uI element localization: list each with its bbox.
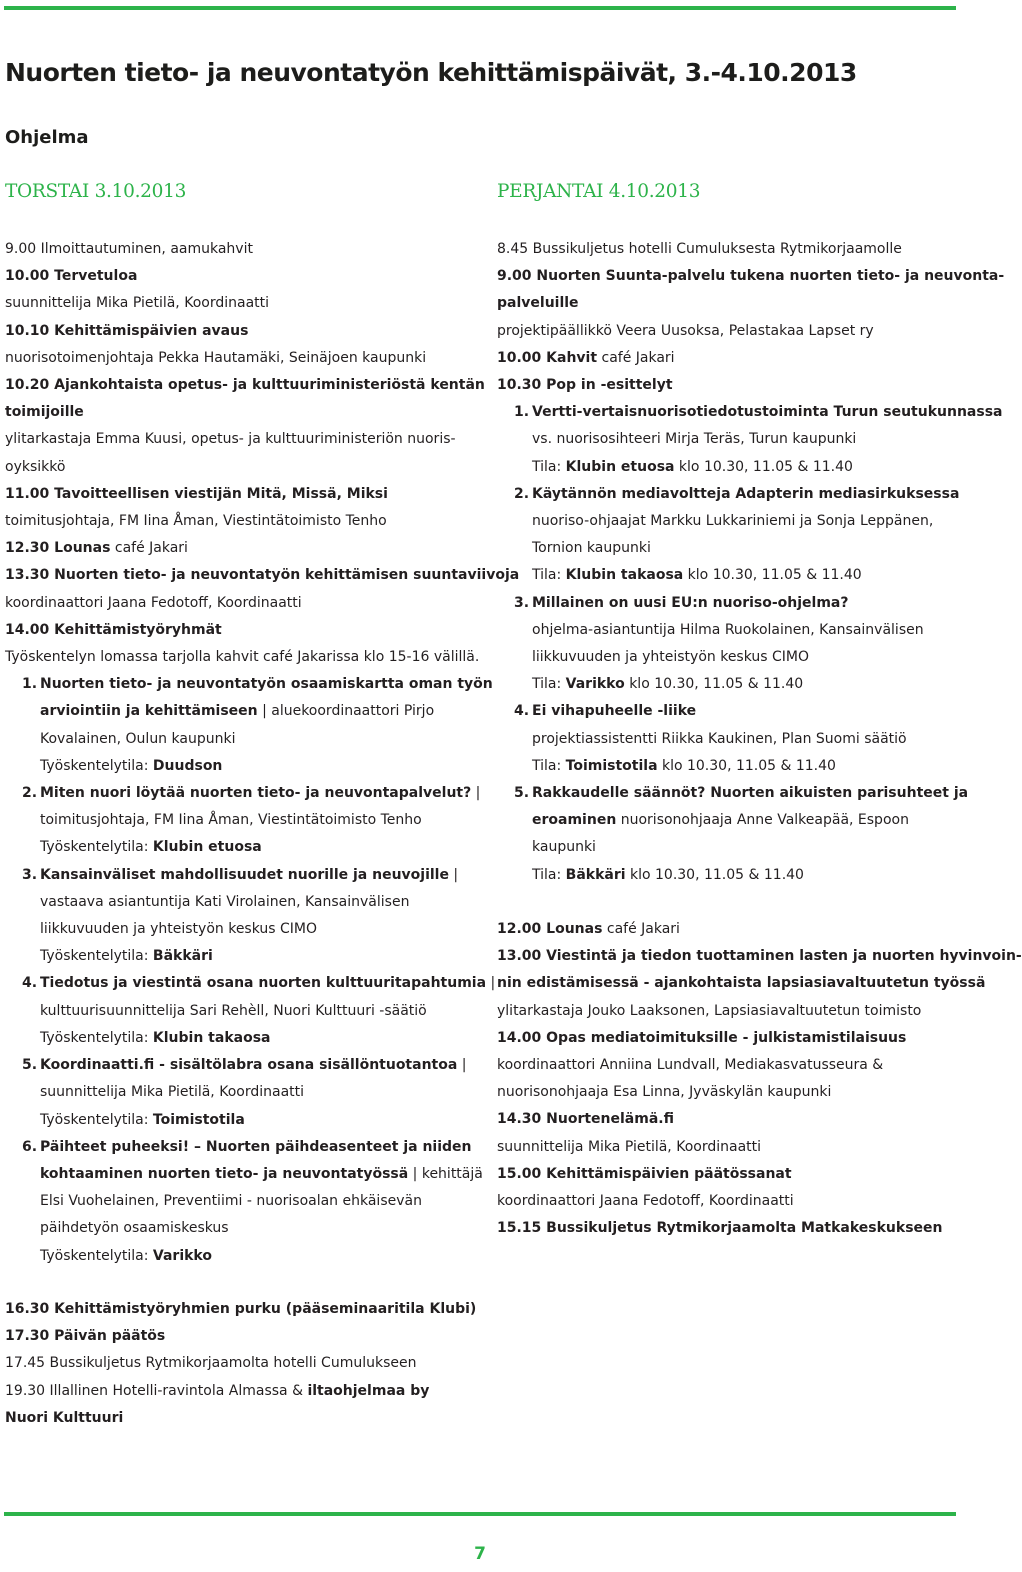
program-line xyxy=(497,1134,1022,1161)
program-line xyxy=(5,1350,476,1377)
item-line xyxy=(40,671,519,698)
text: suunnittelija Mika Pietilä, Koordinaatti xyxy=(40,1084,305,1101)
text: ohjelma-asiantuntija Hilma Ruokolainen, Kansainvälisen xyxy=(532,621,924,638)
text: café Jakari xyxy=(110,540,188,557)
program-line xyxy=(497,1106,1022,1133)
bold-text: eroaminen xyxy=(532,812,617,829)
item-number: 1. xyxy=(22,676,38,693)
text: koordinaattori Jaana Fedotoff, Koordinaatti xyxy=(497,1193,794,1210)
bold-text: Toimistotila xyxy=(565,757,658,774)
text: Tila: xyxy=(532,866,566,883)
bold-text: Kansainväliset mahdollisuudet nuorille ja neuvojille xyxy=(40,866,449,883)
text: koordinaattori Jaana Fedotoff, Koordinaatti xyxy=(5,594,302,611)
bold-text: Koordinaatti.fi - sisältölabra osana sisällöntuotantoa xyxy=(40,1057,458,1074)
bold-text: Klubin etuosa xyxy=(152,839,262,856)
bold-text: Klubin takaosa xyxy=(565,567,684,584)
list-item xyxy=(514,399,1004,481)
program-line xyxy=(497,236,1004,263)
bold-text: 14.30 Nuortenelämä.fi xyxy=(497,1111,674,1128)
text: päihdetyön osaamiskeskus xyxy=(40,1220,229,1237)
item-line xyxy=(40,1079,519,1106)
text: café Jakari xyxy=(602,921,680,937)
text: Työskentelytila: xyxy=(40,1029,153,1046)
bold-text: 10.30 Pop in -esittelyt xyxy=(497,377,673,394)
item-line xyxy=(40,916,519,943)
program-line xyxy=(5,345,519,372)
item-line xyxy=(532,562,1004,589)
text: toimitusjohtaja, FM Iina Åman, Viestintätoimisto Tenho xyxy=(40,812,422,829)
program-line xyxy=(497,916,1022,943)
bold-text: iltaohjelmaa by xyxy=(307,1382,430,1399)
bold-text: Bäkkäri xyxy=(565,866,626,883)
program-line xyxy=(5,263,519,290)
bold-text: toimijoille xyxy=(5,404,84,421)
item-line xyxy=(532,862,1004,889)
text: ylitarkastaja Jouko Laaksonen, Lapsiasiavaltuutetun toimisto xyxy=(497,1002,922,1019)
text: nuoriso-ohjaajat Markku Lukkariniemi ja Sonja Leppänen, xyxy=(532,513,934,530)
day1-program xyxy=(5,236,519,1270)
bold-text: 15.00 Kehittämispäivien päätössanat xyxy=(497,1165,792,1182)
item-line xyxy=(532,535,1004,562)
list-item xyxy=(22,1134,519,1270)
day2-morning xyxy=(497,236,1004,889)
bold-text: kohtaaminen nuorten tieto- ja neuvontatyössä xyxy=(40,1165,409,1182)
bold-text: 12.00 Lounas xyxy=(497,921,603,937)
bold-text: Varikko xyxy=(565,676,625,693)
bold-text: Millainen on uusi EU:n nuoriso-ohjelma? xyxy=(532,594,849,611)
bold-text: Duudson xyxy=(152,757,223,774)
program-line xyxy=(5,372,519,399)
list-item xyxy=(22,1052,519,1134)
item-line xyxy=(40,780,519,807)
item-line xyxy=(40,834,519,861)
text: | kehittäjä xyxy=(408,1165,483,1182)
program-line xyxy=(5,535,519,562)
day1-heading: TORSTAI 3.10.2013 xyxy=(5,181,187,202)
program-line xyxy=(5,236,519,263)
item-number: 3. xyxy=(514,594,530,611)
item-line xyxy=(532,807,1004,834)
program-line xyxy=(497,1215,1022,1242)
list-item xyxy=(22,970,519,1052)
program-line xyxy=(497,263,1004,290)
item-line xyxy=(40,970,519,997)
top-rule xyxy=(4,6,956,10)
bottom-rule xyxy=(4,1512,956,1516)
item-line xyxy=(40,1107,519,1134)
text: 9.00 Ilmoittautuminen, aamukahvit xyxy=(5,241,253,257)
bold-text: 10.00 Kahvit xyxy=(497,349,598,366)
program-line xyxy=(497,998,1022,1025)
bold-text: Ei vihapuheelle -liike xyxy=(532,703,697,720)
bold-text: Klubin etuosa xyxy=(565,458,675,475)
item-line xyxy=(532,426,1004,453)
list-item xyxy=(514,698,1004,780)
program-line xyxy=(497,290,1004,317)
bold-text: 15.15 Bussikuljetus Rytmikorjaamolta Matkakeskukseen xyxy=(497,1220,943,1237)
item-number: 6. xyxy=(22,1138,38,1155)
item-number: 2. xyxy=(514,485,530,502)
text: liikkuvuuden ja yhteistyön keskus CIMO xyxy=(40,921,318,938)
program-line xyxy=(5,1323,476,1350)
text: klo 10.30, 11.05 & 11.40 xyxy=(683,567,862,584)
list-item xyxy=(514,590,1004,699)
program-line xyxy=(497,1079,1022,1106)
text: kulttuurisuunnittelija Sari Rehèll, Nuori Kulttuuri -säätiö xyxy=(40,1002,427,1019)
text: ylitarkastaja Emma Kuusi, opetus- ja kulttuuriministeriön nuoris- xyxy=(5,431,456,448)
item-line xyxy=(532,671,1004,698)
bold-text: 12.30 Lounas xyxy=(5,540,111,557)
item-number: 5. xyxy=(22,1057,38,1074)
program-line xyxy=(497,970,1022,997)
text: | xyxy=(448,866,459,883)
program-line xyxy=(497,318,1004,345)
item-number: 2. xyxy=(22,785,38,802)
bold-text: Käytännön mediavoltteja Adapterin mediasirkuksessa xyxy=(532,485,960,502)
day2-afternoon xyxy=(497,916,1022,1242)
list-item xyxy=(514,481,1004,590)
program-line xyxy=(5,481,519,508)
text: Työskentelyn lomassa tarjolla kahvit café Jakarissa klo 15-16 välillä. xyxy=(5,649,480,666)
day1-workgroups xyxy=(5,671,519,1269)
page-title: Nuorten tieto- ja neuvontatyön kehittämispäivät, 3.-4.10.2013 xyxy=(5,58,857,87)
list-item xyxy=(22,862,519,971)
program-line xyxy=(5,426,519,453)
item-line xyxy=(40,889,519,916)
text: | xyxy=(471,785,481,802)
item-line xyxy=(532,726,1004,753)
program-line xyxy=(497,1025,1022,1052)
program-line xyxy=(497,943,1022,970)
text: suunnittelija Mika Pietilä, Koordinaatti xyxy=(5,295,270,312)
item-line xyxy=(40,998,519,1025)
day1-items xyxy=(5,236,519,671)
text: Työskentelytila: xyxy=(40,839,153,856)
item-number: 5. xyxy=(514,785,530,802)
bold-text: Bäkkäri xyxy=(152,948,213,965)
text: 19.30 Illallinen Hotelli-ravintola Almassa & xyxy=(5,1382,308,1399)
item-line xyxy=(532,590,1004,617)
list-item xyxy=(514,780,1004,889)
text: café Jakari xyxy=(597,349,675,366)
program-line xyxy=(497,1052,1022,1079)
bold-text: Toimistotila xyxy=(152,1111,245,1128)
item-line xyxy=(40,807,519,834)
text: 17.45 Bussikuljetus Rytmikorjaamolta hotelli Cumulukseen xyxy=(5,1355,417,1372)
bold-text: Vertti-vertaisnuorisotiedotustoiminta Turun seutukunnassa xyxy=(532,404,1003,421)
program-line xyxy=(5,644,519,671)
text: | xyxy=(457,1057,467,1074)
text: klo 10.30, 11.05 & 11.40 xyxy=(657,757,836,774)
text: klo 10.30, 11.05 & 11.40 xyxy=(674,458,853,475)
program-line xyxy=(5,562,519,589)
text: Tila: xyxy=(532,567,566,584)
page-subtitle: Ohjelma xyxy=(5,127,89,148)
bold-text: 14.00 Kehittämistyöryhmät xyxy=(5,621,222,638)
program-line xyxy=(5,1296,476,1323)
text: liikkuvuuden ja yhteistyön keskus CIMO xyxy=(532,649,810,666)
item-line xyxy=(532,834,1004,861)
program-line xyxy=(5,617,519,644)
bold-text: 9.00 Nuorten Suunta-palvelu tukena nuorten tieto- ja neuvonta- xyxy=(497,268,1005,285)
day2-items xyxy=(497,236,1004,399)
text: projektipäällikkö Veera Uusoksa, Pelastakaa Lapset ry xyxy=(497,322,874,339)
text: Kovalainen, Oulun kaupunki xyxy=(40,730,236,747)
text: nuorisonohjaaja Anne Valkeapää, Espoon xyxy=(616,812,909,829)
day2-heading: PERJANTAI 4.10.2013 xyxy=(497,181,701,202)
text: Työskentelytila: xyxy=(40,948,153,965)
item-number: 3. xyxy=(22,866,38,883)
day1-evening-items xyxy=(5,1296,476,1432)
item-line xyxy=(532,617,1004,644)
bold-text: 13.00 Viestintä ja tiedon tuottaminen lasten ja nuorten hyvinvoin- xyxy=(497,948,1022,965)
program-line xyxy=(5,590,519,617)
text: koordinaattori Anniina Lundvall, Mediakasvatusseura & xyxy=(497,1057,884,1074)
program-line xyxy=(5,318,519,345)
text: kaupunki xyxy=(532,839,596,856)
bold-text: Varikko xyxy=(152,1247,212,1264)
text: Työskentelytila: xyxy=(40,757,153,774)
item-line xyxy=(40,1188,519,1215)
item-line xyxy=(532,753,1004,780)
item-line xyxy=(40,943,519,970)
list-item xyxy=(22,780,519,862)
text: | aluekoordinaattori Pirjo xyxy=(257,703,435,720)
bold-text: nin edistämisessä - ajankohtaista lapsiasiavaltuutetun työssä xyxy=(497,975,986,992)
program-line xyxy=(497,345,1004,372)
text: Työskentelytila: xyxy=(40,1247,153,1264)
text: Tila: xyxy=(532,676,566,693)
program-line xyxy=(497,372,1004,399)
program-line xyxy=(5,1378,476,1405)
page-number: 7 xyxy=(474,1544,486,1564)
text: klo 10.30, 11.05 & 11.40 xyxy=(624,676,804,693)
bold-text: 10.20 Ajankohtaista opetus- ja kulttuuriministeriöstä kentän xyxy=(5,377,485,394)
bold-text: Klubin takaosa xyxy=(152,1029,271,1046)
item-line xyxy=(532,399,1004,426)
bold-text: Nuorten tieto- ja neuvontatyön osaamiskartta oman työn xyxy=(40,676,493,693)
bold-text: 10.10 Kehittämispäivien avaus xyxy=(5,322,249,339)
item-line xyxy=(532,780,1004,807)
item-line xyxy=(40,1025,519,1052)
text: Tila: xyxy=(532,757,566,774)
item-line xyxy=(532,508,1004,535)
text: | xyxy=(486,975,496,992)
item-line xyxy=(40,862,519,889)
item-line xyxy=(40,1215,519,1242)
text: 8.45 Bussikuljetus hotelli Cumuluksesta Rytmikorjaamolle xyxy=(497,241,902,257)
text: vastaava asiantuntija Kati Virolainen, Kansainvälisen xyxy=(40,893,410,910)
day2-afternoon-items xyxy=(497,916,1022,1242)
item-number: 1. xyxy=(514,404,530,421)
program-line xyxy=(5,508,519,535)
bold-text: Nuori Kulttuuri xyxy=(5,1409,124,1426)
bold-text: arviointiin ja kehittämiseen xyxy=(40,703,258,720)
text: Tornion kaupunki xyxy=(532,540,651,557)
text: projektiassistentti Riikka Kaukinen, Plan Suomi säätiö xyxy=(532,730,907,747)
text: nuorisotoimenjohtaja Pekka Hautamäki, Seinäjoen kaupunki xyxy=(5,349,427,366)
text: suunnittelija Mika Pietilä, Koordinaatti xyxy=(497,1138,762,1155)
text: Elsi Vuohelainen, Preventiimi - nuorisoalan ehkäisevän xyxy=(40,1193,422,1210)
item-line xyxy=(532,644,1004,671)
bold-text: 17.30 Päivän päätös xyxy=(5,1328,166,1345)
item-line xyxy=(40,698,519,725)
item-line xyxy=(532,698,1004,725)
item-number: 4. xyxy=(22,975,38,992)
text: Työskentelytila: xyxy=(40,1111,153,1128)
program-line xyxy=(497,1188,1022,1215)
text: toimitusjohtaja, FM Iina Åman, Viestintätoimisto Tenho xyxy=(5,513,387,530)
program-line xyxy=(5,399,519,426)
program-line xyxy=(497,1161,1022,1188)
program-line xyxy=(5,454,519,481)
item-line xyxy=(532,454,1004,481)
item-line xyxy=(40,753,519,780)
text: klo 10.30, 11.05 & 11.40 xyxy=(625,866,804,883)
bold-text: palveluille xyxy=(497,295,579,312)
bold-text: Miten nuori löytää nuorten tieto- ja neuvontapalvelut? xyxy=(40,785,472,802)
item-line xyxy=(40,1161,519,1188)
bold-text: 10.00 Tervetuloa xyxy=(5,268,138,285)
text: vs. nuorisosihteeri Mirja Teräs, Turun kaupunki xyxy=(532,431,857,448)
program-line xyxy=(5,290,519,317)
list-item xyxy=(22,671,519,780)
item-line xyxy=(40,1134,519,1161)
text: Tila: xyxy=(532,458,566,475)
day1-evening xyxy=(5,1296,476,1432)
day2-popins xyxy=(497,399,1004,889)
text: oyksikkö xyxy=(5,458,66,475)
item-line xyxy=(532,481,1004,508)
bold-text: Rakkaudelle säännöt? Nuorten aikuisten parisuhteet ja xyxy=(532,785,969,802)
bold-text: 11.00 Tavoitteellisen viestijän Mitä, Missä, Miksi xyxy=(5,485,388,502)
bold-text: Tiedotus ja viestintä osana nuorten kulttuuritapahtumia xyxy=(40,975,487,992)
item-line xyxy=(40,726,519,753)
bold-text: 14.00 Opas mediatoimituksille - julkistamistilaisuus xyxy=(497,1029,907,1046)
program-line xyxy=(5,1405,476,1432)
item-line xyxy=(40,1243,519,1270)
item-line xyxy=(40,1052,519,1079)
bold-text: 13.30 Nuorten tieto- ja neuvontatyön kehittämisen suuntaviivoja xyxy=(5,567,520,584)
bold-text: 16.30 Kehittämistyöryhmien purku (pääseminaaritila Klubi) xyxy=(5,1301,477,1317)
bold-text: Päihteet puheeksi! – Nuorten päihdeasenteet ja niiden xyxy=(40,1138,472,1155)
text: nuorisonohjaaja Esa Linna, Jyväskylän kaupunki xyxy=(497,1084,832,1101)
item-number: 4. xyxy=(514,703,530,720)
